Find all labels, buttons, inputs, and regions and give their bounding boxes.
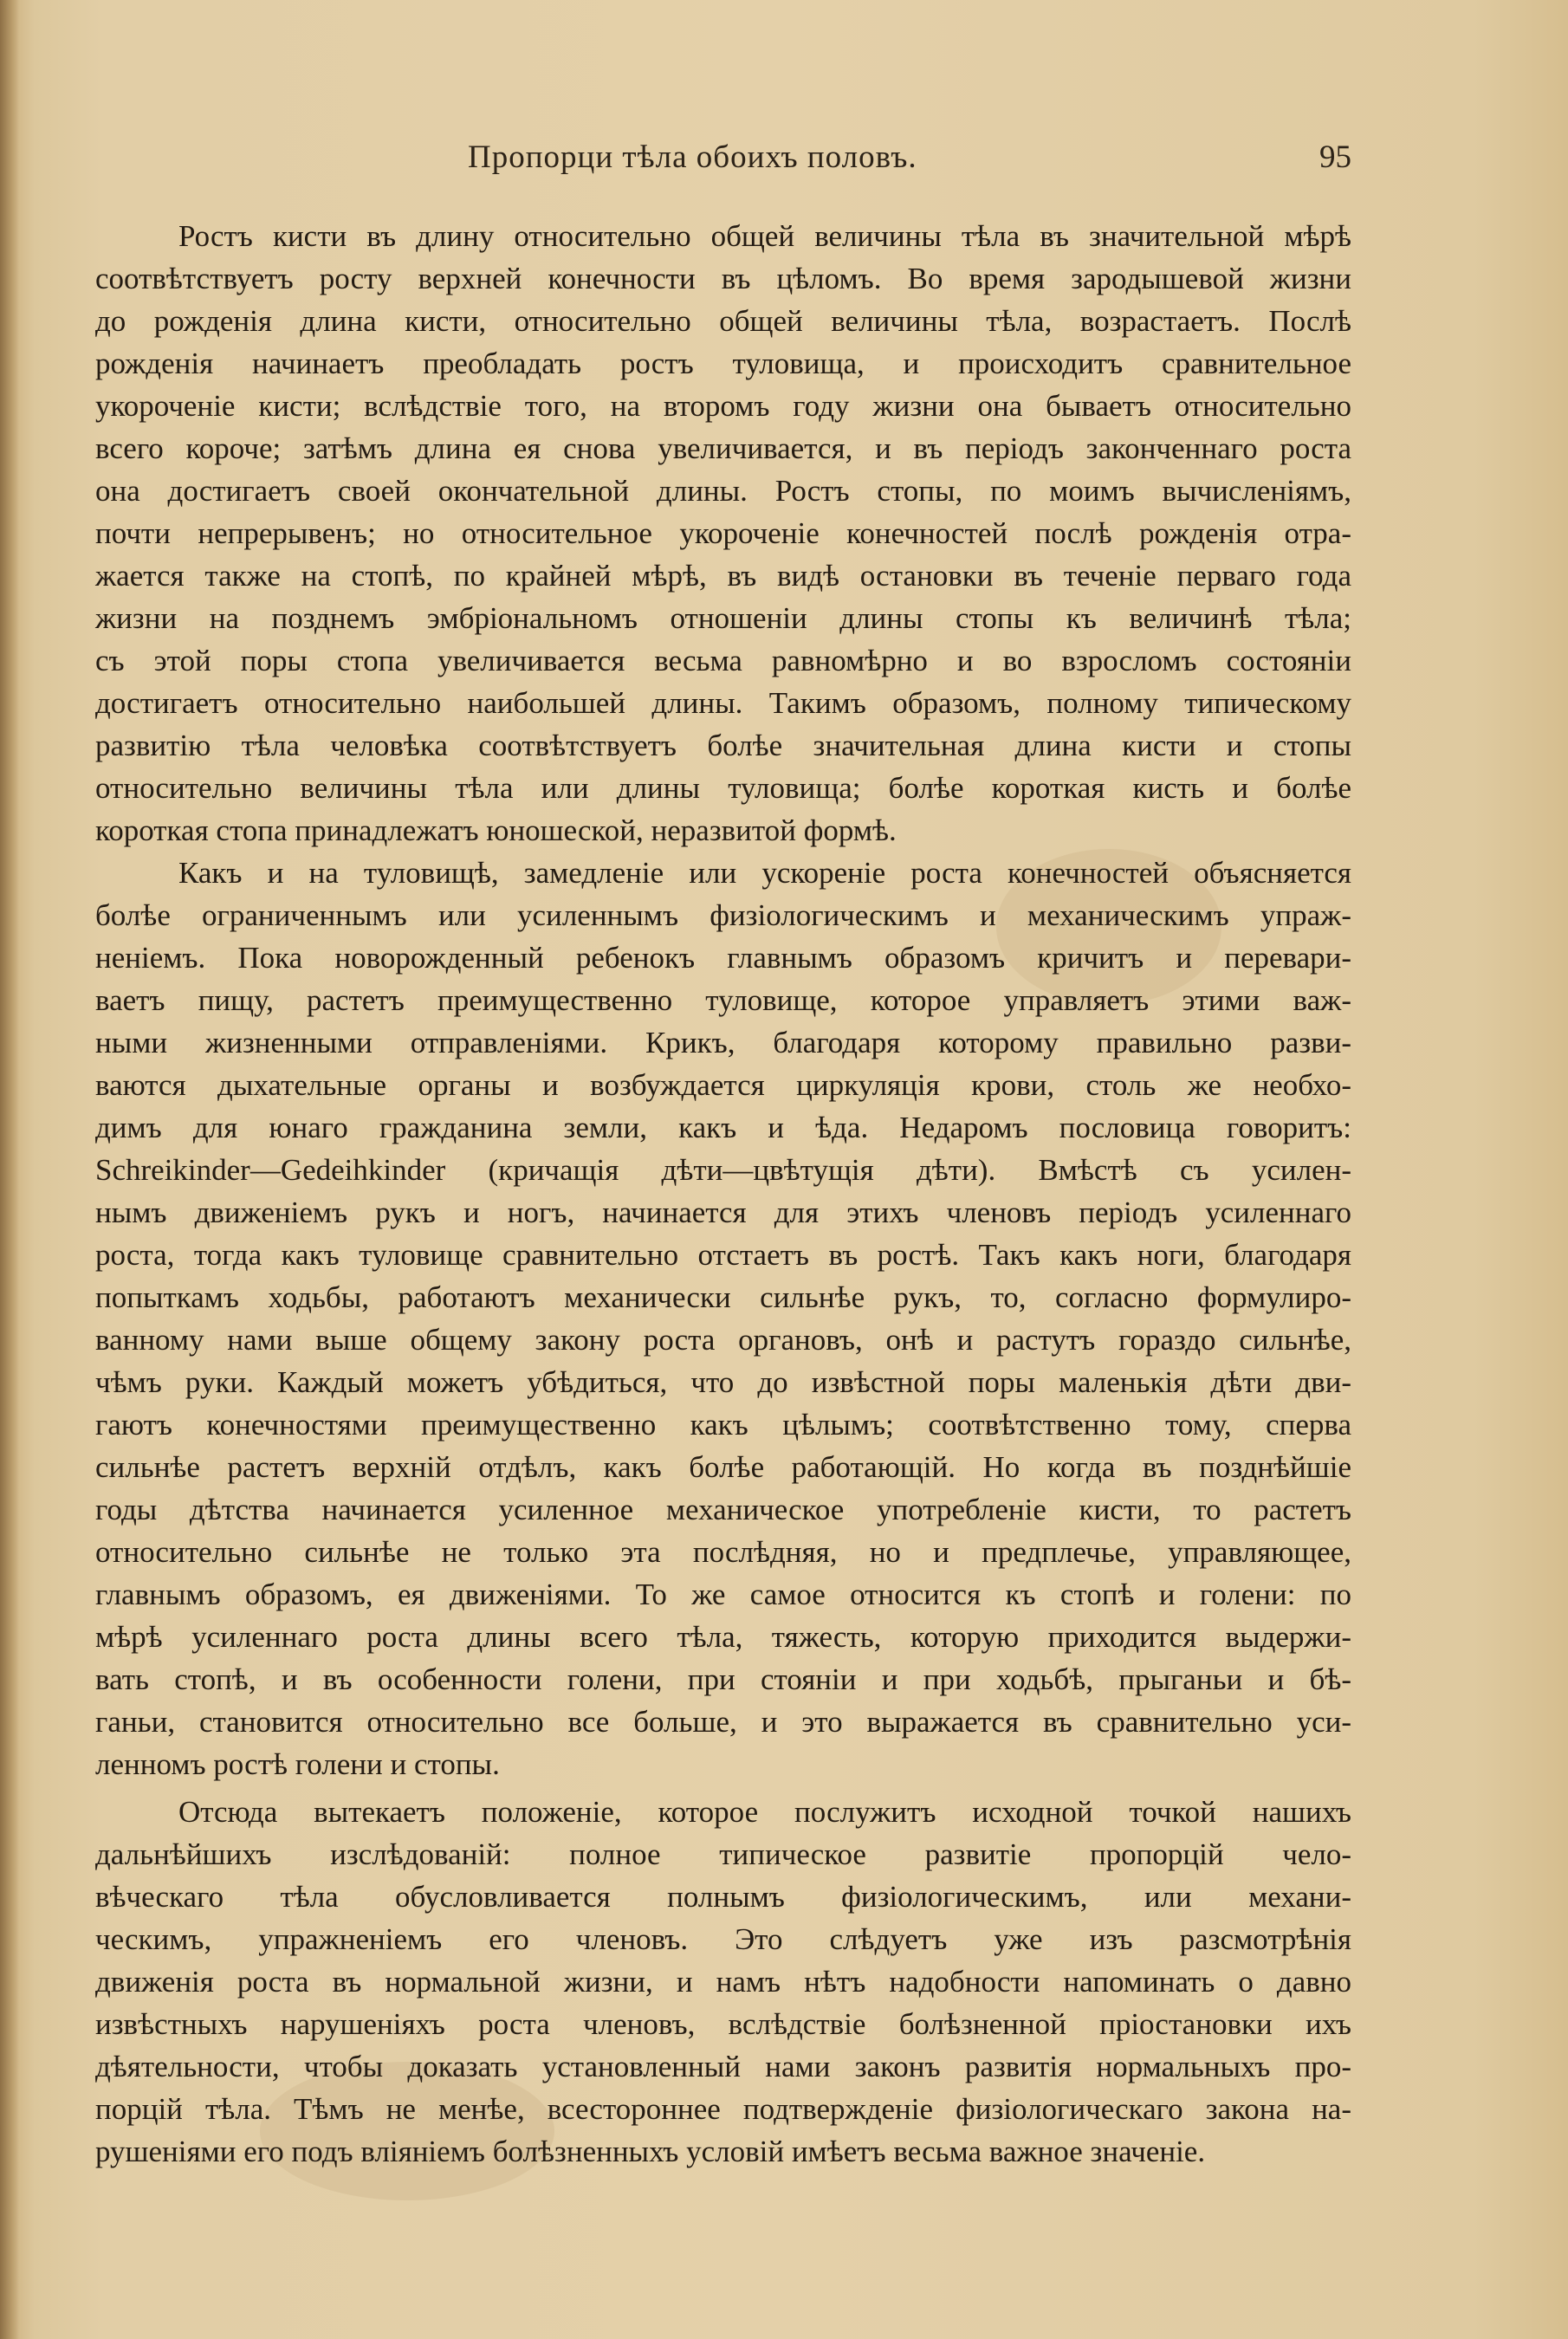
text-line: рожденія начинаетъ преобладать ростъ туловища, и происходитъ сравнительное [95, 347, 1351, 380]
text-line: короткая стопа принадлежатъ юношеской, неразвитой формѣ. [95, 813, 897, 847]
page-spine-shadow [0, 0, 19, 2339]
text-line: чѣмъ руки. Каждый можетъ убѣдиться, что до извѣстной поры маленькія дѣти дви- [95, 1365, 1351, 1399]
text-line: ваетъ пищу, растетъ преимущественно туловище, которое управляетъ этими важ- [95, 983, 1351, 1017]
text-line: димъ для юнаго гражданина земли, какъ и ѣда. Недаромъ пословица говоритъ: [95, 1111, 1351, 1144]
text-line: дальнѣйшихъ изслѣдованій: полное типическое развитіе пропорцій чело- [95, 1837, 1351, 1871]
text-line: укороченіе кисти; вслѣдствіе того, на второмъ году жизни она бываетъ относительно [95, 389, 1351, 423]
text-line: рушеніями его подъ вліяніемъ болѣзненныхъ условій имѣетъ весьма важное значеніе. [95, 2135, 1206, 2168]
text-line: Ростъ кисти въ длину относительно общей величины тѣла въ значительной мѣрѣ [178, 219, 1351, 253]
text-line: развитію тѣла человѣка соотвѣтствуетъ болѣе значительная длина кисти и стопы [95, 729, 1351, 762]
text-line: неніемъ. Пока новорожденный ребенокъ главнымъ образомъ кричитъ и перевари- [95, 941, 1351, 975]
text-line: ными жизненными отправленіями. Крикъ, благодаря которому правильно разви- [95, 1026, 1351, 1059]
text-line: ленномъ ростѣ голени и стопы. [95, 1747, 500, 1781]
text-line: относительно сильнѣе не только эта послѣдняя, но и предплечье, управляющее, [95, 1535, 1351, 1569]
text-line: ганьи, становится относительно все больше, и это выражается въ сравнительно уси- [95, 1705, 1351, 1739]
text-line: относительно величины тѣла или длины туловища; болѣе короткая кисть и болѣе [95, 771, 1351, 805]
text-line: дѣятельности, чтобы доказать установленный нами законъ развитія нормальныхъ про- [95, 2050, 1351, 2083]
text-line: извѣстныхъ нарушеніяхъ роста членовъ, вслѣдствіе болѣзненной пріостановки ихъ [95, 2007, 1351, 2041]
text-line: жизни на позднемъ эмбріональномъ отношеніи длины стопы къ величинѣ тѣла; [95, 601, 1351, 635]
text-line: гаютъ конечностями преимущественно какъ цѣлымъ; соотвѣтственно тому, сперва [95, 1408, 1351, 1442]
text-line: Schreikinder—Gedeihkinder (кричащія дѣти—цвѣтущія дѣти). Вмѣстѣ съ усилен- [95, 1153, 1351, 1187]
text-line: жается также на стопѣ, по крайней мѣрѣ, въ видѣ остановки въ теченіе перваго года [95, 559, 1351, 593]
text-line: достигаетъ относительно наибольшей длины. Такимъ образомъ, полному типическому [95, 686, 1351, 720]
text-line: годы дѣтства начинается усиленное механическое употребленіе кисти, то растетъ [95, 1493, 1351, 1526]
page-header [95, 139, 1351, 182]
text-line: сильнѣе растетъ верхній отдѣлъ, какъ болѣе работающій. Но когда въ позднѣйшіе [95, 1450, 1351, 1484]
text-line: ческимъ, упражненіемъ его членовъ. Это слѣдуетъ уже изъ разсмотрѣнія [95, 1922, 1351, 1956]
text-line: мѣрѣ усиленнаго роста длины всего тѣла, тяжесть, которую приходится выдержи- [95, 1620, 1351, 1654]
text-line: съ этой поры стопа увеличивается весьма равномѣрно и во взросломъ состояніи [95, 644, 1351, 677]
text-line: почти непрерывенъ; но относительное укороченіе конечностей послѣ рожденія отра- [95, 516, 1351, 550]
text-line: всего короче; затѣмъ длина ея снова увеличивается, и въ періодъ законченнаго роста [95, 431, 1351, 465]
text-line: главнымъ образомъ, ея движеніями. То же самое относится къ стопѣ и голени: по [95, 1578, 1351, 1611]
running-title: Пропорци тѣла обоихъ половъ. [468, 139, 917, 175]
text-line: она достигаетъ своей окончательной длины. Ростъ стопы, по моимъ вычисленіямъ, [95, 474, 1351, 508]
body-text [95, 215, 1351, 2173]
text-line: ванному нами выше общему закону роста органовъ, онѣ и растутъ гораздо сильнѣе, [95, 1323, 1351, 1357]
text-line: Отсюда вытекаетъ положеніе, которое послужитъ исходной точкой нашихъ [178, 1795, 1351, 1829]
text-line: ваются дыхательные органы и возбуждается циркуляція крови, столь же необхо- [95, 1068, 1351, 1102]
text-line: нымъ движеніемъ рукъ и ногъ, начинается для этихъ членовъ періодъ усиленнаго [95, 1195, 1351, 1229]
text-line: до рожденія длина кисти, относительно общей величины тѣла, возрастаетъ. Послѣ [95, 304, 1351, 338]
text-line: движенія роста въ нормальной жизни, и намъ нѣтъ надобности напоминать о давно [95, 1965, 1351, 1999]
text-line: роста, тогда какъ туловище сравнительно отстаетъ въ ростѣ. Такъ какъ ноги, благодаря [95, 1238, 1351, 1272]
text-line: болѣе ограниченнымъ или усиленнымъ физіологическимъ и механическимъ упраж- [95, 898, 1351, 932]
text-line: вать стопѣ, и въ особенности голени, при стояніи и при ходьбѣ, прыганьи и бѣ- [95, 1662, 1351, 1696]
page-number: 95 [1319, 139, 1351, 175]
text-line: Какъ и на туловищѣ, замедленіе или ускореніе роста конечностей объясняется [178, 856, 1351, 890]
text-line: вѣческаго тѣла обусловливается полнымъ физіологическимъ, или механи- [95, 1880, 1351, 1914]
text-line: попыткамъ ходьбы, работаютъ механически сильнѣе рукъ, то, согласно формулиро- [95, 1280, 1351, 1314]
text-line: соотвѣтствуетъ росту верхней конечности въ цѣломъ. Во время зародышевой жизни [95, 262, 1351, 295]
text-line: порцій тѣла. Тѣмъ не менѣе, всестороннее подтвержденіе физіологическаго закона на- [95, 2092, 1351, 2126]
